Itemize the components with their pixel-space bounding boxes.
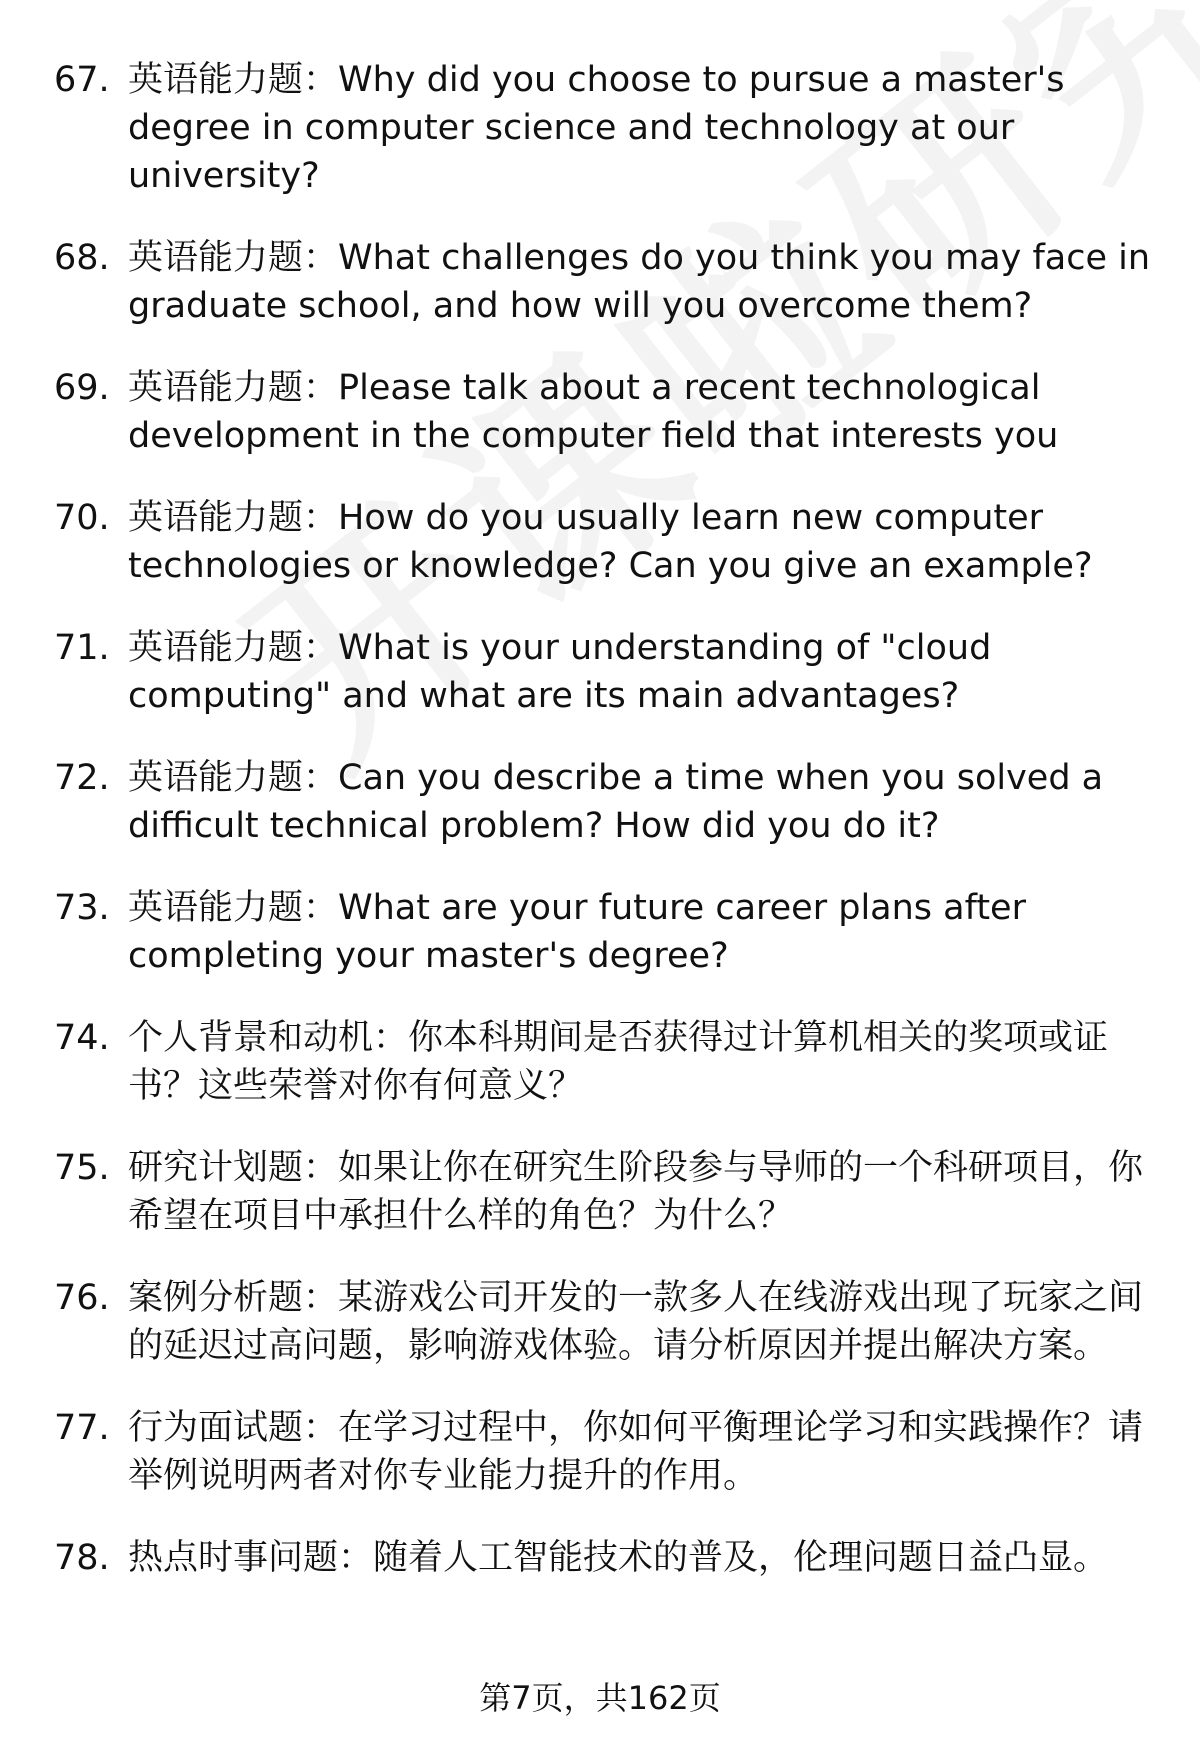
question-item (0, 624, 1200, 720)
question-item (0, 234, 1200, 330)
question-text: 在学习过程中，你如何平衡理论学习和实践操作？请举例说明两者对你专业能力提升的作用。 (128, 1408, 1144, 1496)
question-number: 75. (54, 1148, 110, 1188)
question-number: 74. (54, 1018, 110, 1058)
question-number: 68. (54, 238, 110, 278)
question-category: 个人背景和动机： (128, 1018, 409, 1058)
question-text: 某游戏公司开发的一款多人在线游戏出现了玩家之间的延迟过高问题，影响游戏体验。请分析原因并提出解决方案。 (128, 1278, 1144, 1366)
question-number: 69. (54, 368, 110, 408)
question-category: 英语能力题： (128, 238, 339, 278)
question-item (0, 56, 1200, 200)
question-category: 热点时事问题： (128, 1538, 374, 1578)
page-number-label: 第7页，共162页 (479, 1679, 721, 1717)
question-number: 67. (54, 60, 110, 100)
question-category: 英语能力题： (128, 60, 339, 100)
question-number: 76. (54, 1278, 110, 1318)
question-item (0, 364, 1200, 460)
question-item (0, 1404, 1200, 1500)
question-item (0, 1144, 1200, 1240)
question-category: 英语能力题： (128, 628, 339, 668)
question-category: 英语能力题： (128, 498, 339, 538)
question-category: 行为面试题： (128, 1408, 339, 1448)
page-footer (0, 1676, 1200, 1720)
question-item (0, 1274, 1200, 1370)
question-text: What is your understanding of "cloud computing" and what are its main advantages? (128, 628, 992, 716)
question-category: 英语能力题： (128, 888, 339, 928)
question-text: Why did you choose to pursue a master's degree in computer science and technology at our university? (128, 60, 1065, 196)
question-list (0, 56, 1200, 1616)
question-text: Can you describe a time when you solved a difficult technical problem? How did you do it? (128, 758, 1104, 846)
question-text: How do you usually learn new computer technologies or knowledge? Can you give an example? (128, 498, 1093, 586)
question-text: 随着人工智能技术的普及，伦理问题日益凸显。 (373, 1538, 1109, 1578)
question-item (0, 1534, 1200, 1582)
question-number: 72. (54, 758, 110, 798)
question-number: 73. (54, 888, 110, 928)
question-number: 78. (54, 1538, 110, 1578)
question-text: What are your future career plans after completing your master's degree? (128, 888, 1026, 976)
question-text: 如果让你在研究生阶段参与导师的一个科研项目，你希望在项目中承担什么样的角色？为什么？ (128, 1148, 1144, 1236)
question-text: Please talk about a recent technological development in the computer field that interests you (128, 368, 1059, 456)
question-category: 研究计划题： (128, 1148, 339, 1188)
question-number: 77. (54, 1408, 110, 1448)
question-number: 70. (54, 498, 110, 538)
question-text: What challenges do you think you may face in graduate school, and how will you overcome them? (128, 238, 1151, 326)
question-number: 71. (54, 628, 110, 668)
question-item (0, 1014, 1200, 1110)
question-text: 你本科期间是否获得过计算机相关的奖项或证书？这些荣誉对你有何意义？ (128, 1018, 1109, 1106)
question-item (0, 754, 1200, 850)
question-item (0, 884, 1200, 980)
question-item (0, 494, 1200, 590)
question-category: 案例分析题： (128, 1278, 339, 1318)
question-category: 英语能力题： (128, 368, 339, 408)
question-category: 英语能力题： (128, 758, 339, 798)
